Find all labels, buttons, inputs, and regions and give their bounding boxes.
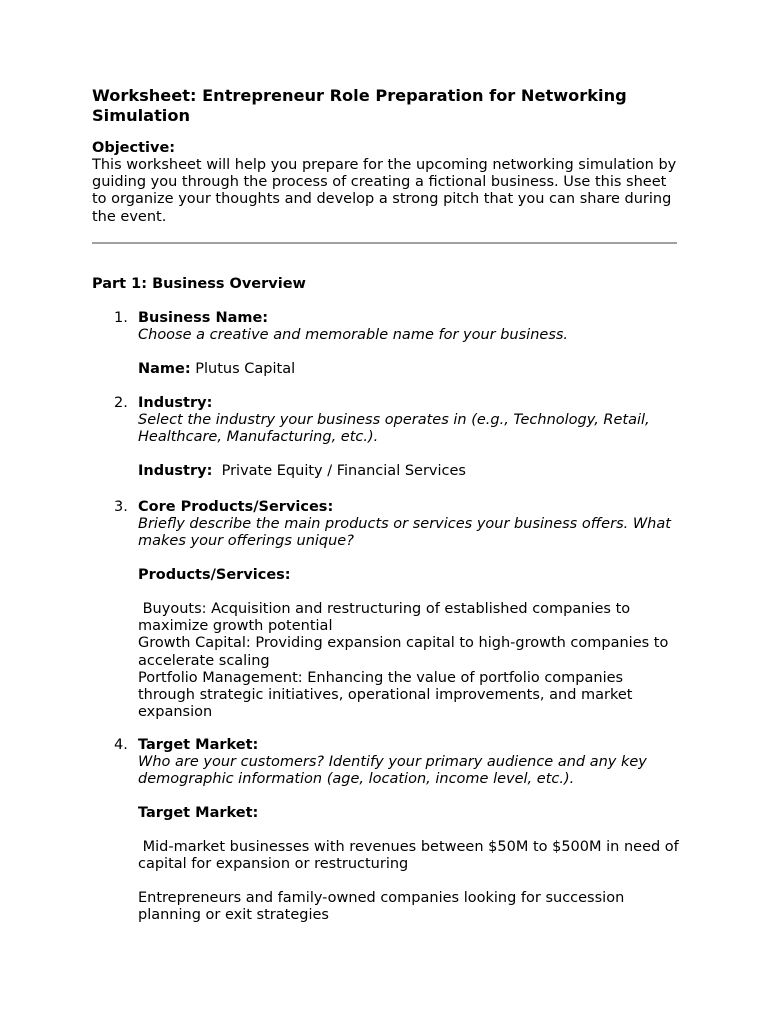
- list-item-products-services: [138, 499, 683, 551]
- item-instruction: Choose a creative and memorable name for your business.: [138, 327, 569, 344]
- product-line: Growth Capital: Providing expansion capital to high-growth companies to accelerate scaling: [138, 635, 669, 669]
- objective-text: This worksheet will help you prepare for the upcoming networking simulation by guiding you through the process of creating a fictional business. Use this sheet to organize your thoughts and develop a strong pitch that you can share during the event.: [92, 157, 677, 225]
- target-market-line: Mid-market businesses with revenues between $50M to $500M in need of capital for expansion or restructuring: [138, 839, 684, 873]
- item-heading: Core Products/Services:: [138, 499, 334, 515]
- product-line: Portfolio Management: Enhancing the value of portfolio companies through strategic initiatives, operational improvements, and market expansion: [138, 669, 633, 721]
- item-number: 1.: [114, 310, 128, 326]
- answer-label: Products/Services:: [138, 567, 291, 583]
- item-instruction: Who are your customers? Identify your primary audience and any key demographic information (age, location, income level, etc.).: [138, 754, 647, 788]
- item-instruction: Briefly describe the main products or services your business offers. What makes your offerings unique?: [138, 516, 671, 550]
- worksheet-title: Worksheet: Entrepreneur Role Preparation for Networking Simulation: [92, 86, 627, 125]
- answer-label: Industry:: [138, 463, 213, 479]
- item-heading: Industry:: [138, 395, 213, 411]
- target-market-line: Entrepreneurs and family-owned companies looking for succession planning or exit strategies: [138, 890, 625, 924]
- answer-industry: [138, 463, 683, 480]
- item-heading: Business Name:: [138, 310, 269, 326]
- answer-label: Target Market:: [138, 805, 259, 821]
- objective-heading: Objective:: [92, 140, 176, 156]
- item-heading: Target Market:: [138, 737, 259, 753]
- answer-value: Private Equity / Financial Services: [212, 463, 466, 479]
- part1-heading: Part 1: Business Overview: [92, 276, 306, 292]
- list-item-target-market: [138, 737, 683, 789]
- list-item-business-name: [138, 310, 683, 344]
- answer-label: Name:: [138, 361, 191, 377]
- products-services-list: [138, 601, 683, 721]
- section-divider: [92, 242, 677, 244]
- item-number: 2.: [114, 395, 128, 411]
- product-line: Buyouts: Acquisition and restructuring of established companies to maximize growth potential: [138, 601, 635, 635]
- item-instruction: Select the industry your business operates in (e.g., Technology, Retail, Healthcare, Manufacturing, etc.).: [138, 412, 650, 446]
- item-number: 4.: [114, 737, 128, 753]
- answer-value: Plutus Capital: [190, 361, 296, 377]
- item-number: 3.: [114, 499, 128, 515]
- list-item-industry: [138, 395, 683, 447]
- answer-business-name: [138, 361, 683, 378]
